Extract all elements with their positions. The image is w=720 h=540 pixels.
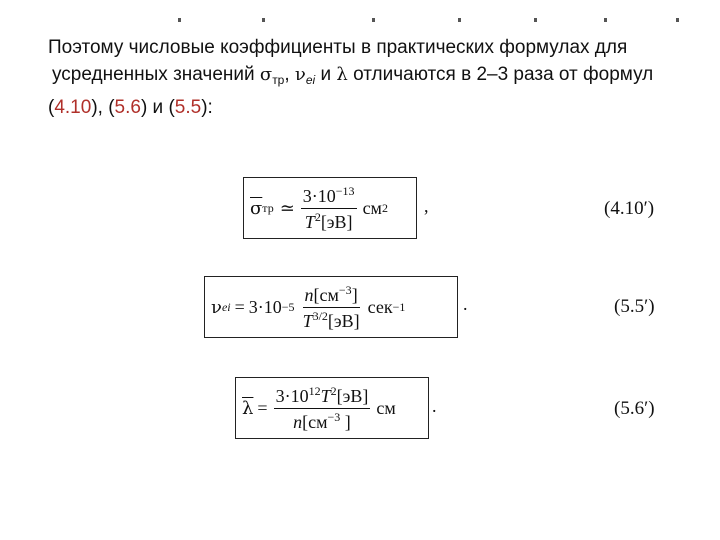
unit: [эВ] xyxy=(336,385,369,406)
equation-box-3 xyxy=(235,377,429,439)
exponent: −1 xyxy=(392,299,406,314)
unit: [см xyxy=(313,284,339,305)
equation-number: (5.5′) xyxy=(614,296,655,317)
eq-numerator xyxy=(301,184,357,209)
eq-denominator xyxy=(303,209,355,233)
equation-ref-link[interactable]: 5.5 xyxy=(174,97,202,118)
eq-numerator xyxy=(274,384,371,409)
temperature-symbol: T xyxy=(304,211,315,232)
exponent: −5 xyxy=(281,299,295,314)
paragraph-line-3 xyxy=(48,94,698,121)
body-paragraph xyxy=(48,34,698,121)
temperature-symbol: T xyxy=(302,310,313,331)
unit: [см xyxy=(302,411,328,432)
bracket: ] xyxy=(351,284,358,305)
text-fragment: усредненных значений xyxy=(52,64,260,85)
unit: [эВ] xyxy=(320,211,353,232)
eq-relation: = xyxy=(234,296,245,317)
eq-unit: см xyxy=(376,397,396,418)
eq-lhs-subscript: ei xyxy=(221,299,231,314)
paragraph-line-2 xyxy=(48,61,698,94)
lambda-symbol: λ xyxy=(336,64,348,85)
eq-numerator xyxy=(303,283,360,308)
equation-box-2 xyxy=(204,276,458,338)
density-symbol: n xyxy=(293,411,303,432)
bracket: ] xyxy=(340,411,351,432)
coefficient: 3·10 xyxy=(302,185,336,206)
eq-fraction xyxy=(301,283,362,332)
eq-lhs-symbol: ν xyxy=(211,296,222,318)
exponent: 2 xyxy=(330,383,337,398)
exponent: −13 xyxy=(335,183,355,198)
temperature-symbol: T xyxy=(320,385,331,406)
equation-ref-link[interactable]: 5.6 xyxy=(114,97,141,118)
subscript: тр xyxy=(272,73,285,87)
exponent: 3/2 xyxy=(312,308,328,323)
equation-box-1 xyxy=(243,177,417,239)
text-fragment: ): xyxy=(201,97,213,118)
text-fragment: , xyxy=(284,64,295,85)
eq-punctuation: . xyxy=(463,294,468,314)
exponent: −3 xyxy=(338,282,352,297)
eq-lhs-subscript: тр xyxy=(262,200,274,215)
subscript: ei xyxy=(305,73,316,87)
nu-symbol: ν xyxy=(294,64,306,85)
eq-lhs-symbol: $\overline{\sigma}$ xyxy=(250,197,263,219)
exponent: 2 xyxy=(314,209,321,224)
eq-denominator xyxy=(301,308,362,332)
eq-punctuation: . xyxy=(432,396,437,416)
cropped-text-remnant xyxy=(0,18,720,26)
eq-relation: ≃ xyxy=(279,197,295,218)
coefficient: 3·10 xyxy=(248,296,282,317)
equation-number: (4.10′) xyxy=(604,198,655,219)
density-symbol: n xyxy=(304,284,314,305)
eq-unit: сек xyxy=(367,296,393,317)
eq-punctuation: , xyxy=(424,196,429,216)
eq-fraction xyxy=(274,384,371,433)
text-fragment: ), ( xyxy=(91,97,115,118)
equation-number: (5.6′) xyxy=(614,398,655,419)
eq-denominator xyxy=(291,409,353,433)
text-fragment: отличаются в 2–3 раза от формул xyxy=(347,64,654,85)
text-fragment: и xyxy=(315,64,337,85)
text-fragment: ) и ( xyxy=(140,97,175,118)
eq-lhs-symbol: $\overline{\lambda}$ xyxy=(242,397,254,419)
eq-unit: см xyxy=(362,197,382,218)
paragraph-line-1: Поэтому числовые коэффициенты в практических формулах для xyxy=(48,37,628,58)
sigma-symbol: σ xyxy=(259,64,273,85)
eq-fraction xyxy=(301,184,357,233)
eq-relation: = xyxy=(257,397,268,418)
exponent: 12 xyxy=(308,383,321,398)
equation-ref-link[interactable]: 4.10 xyxy=(54,97,92,118)
unit: [эВ] xyxy=(327,310,360,331)
exponent: 2 xyxy=(381,200,388,215)
coefficient: 3·10 xyxy=(275,385,309,406)
exponent: −3 xyxy=(327,409,341,424)
text-fragment: ( xyxy=(48,97,55,118)
